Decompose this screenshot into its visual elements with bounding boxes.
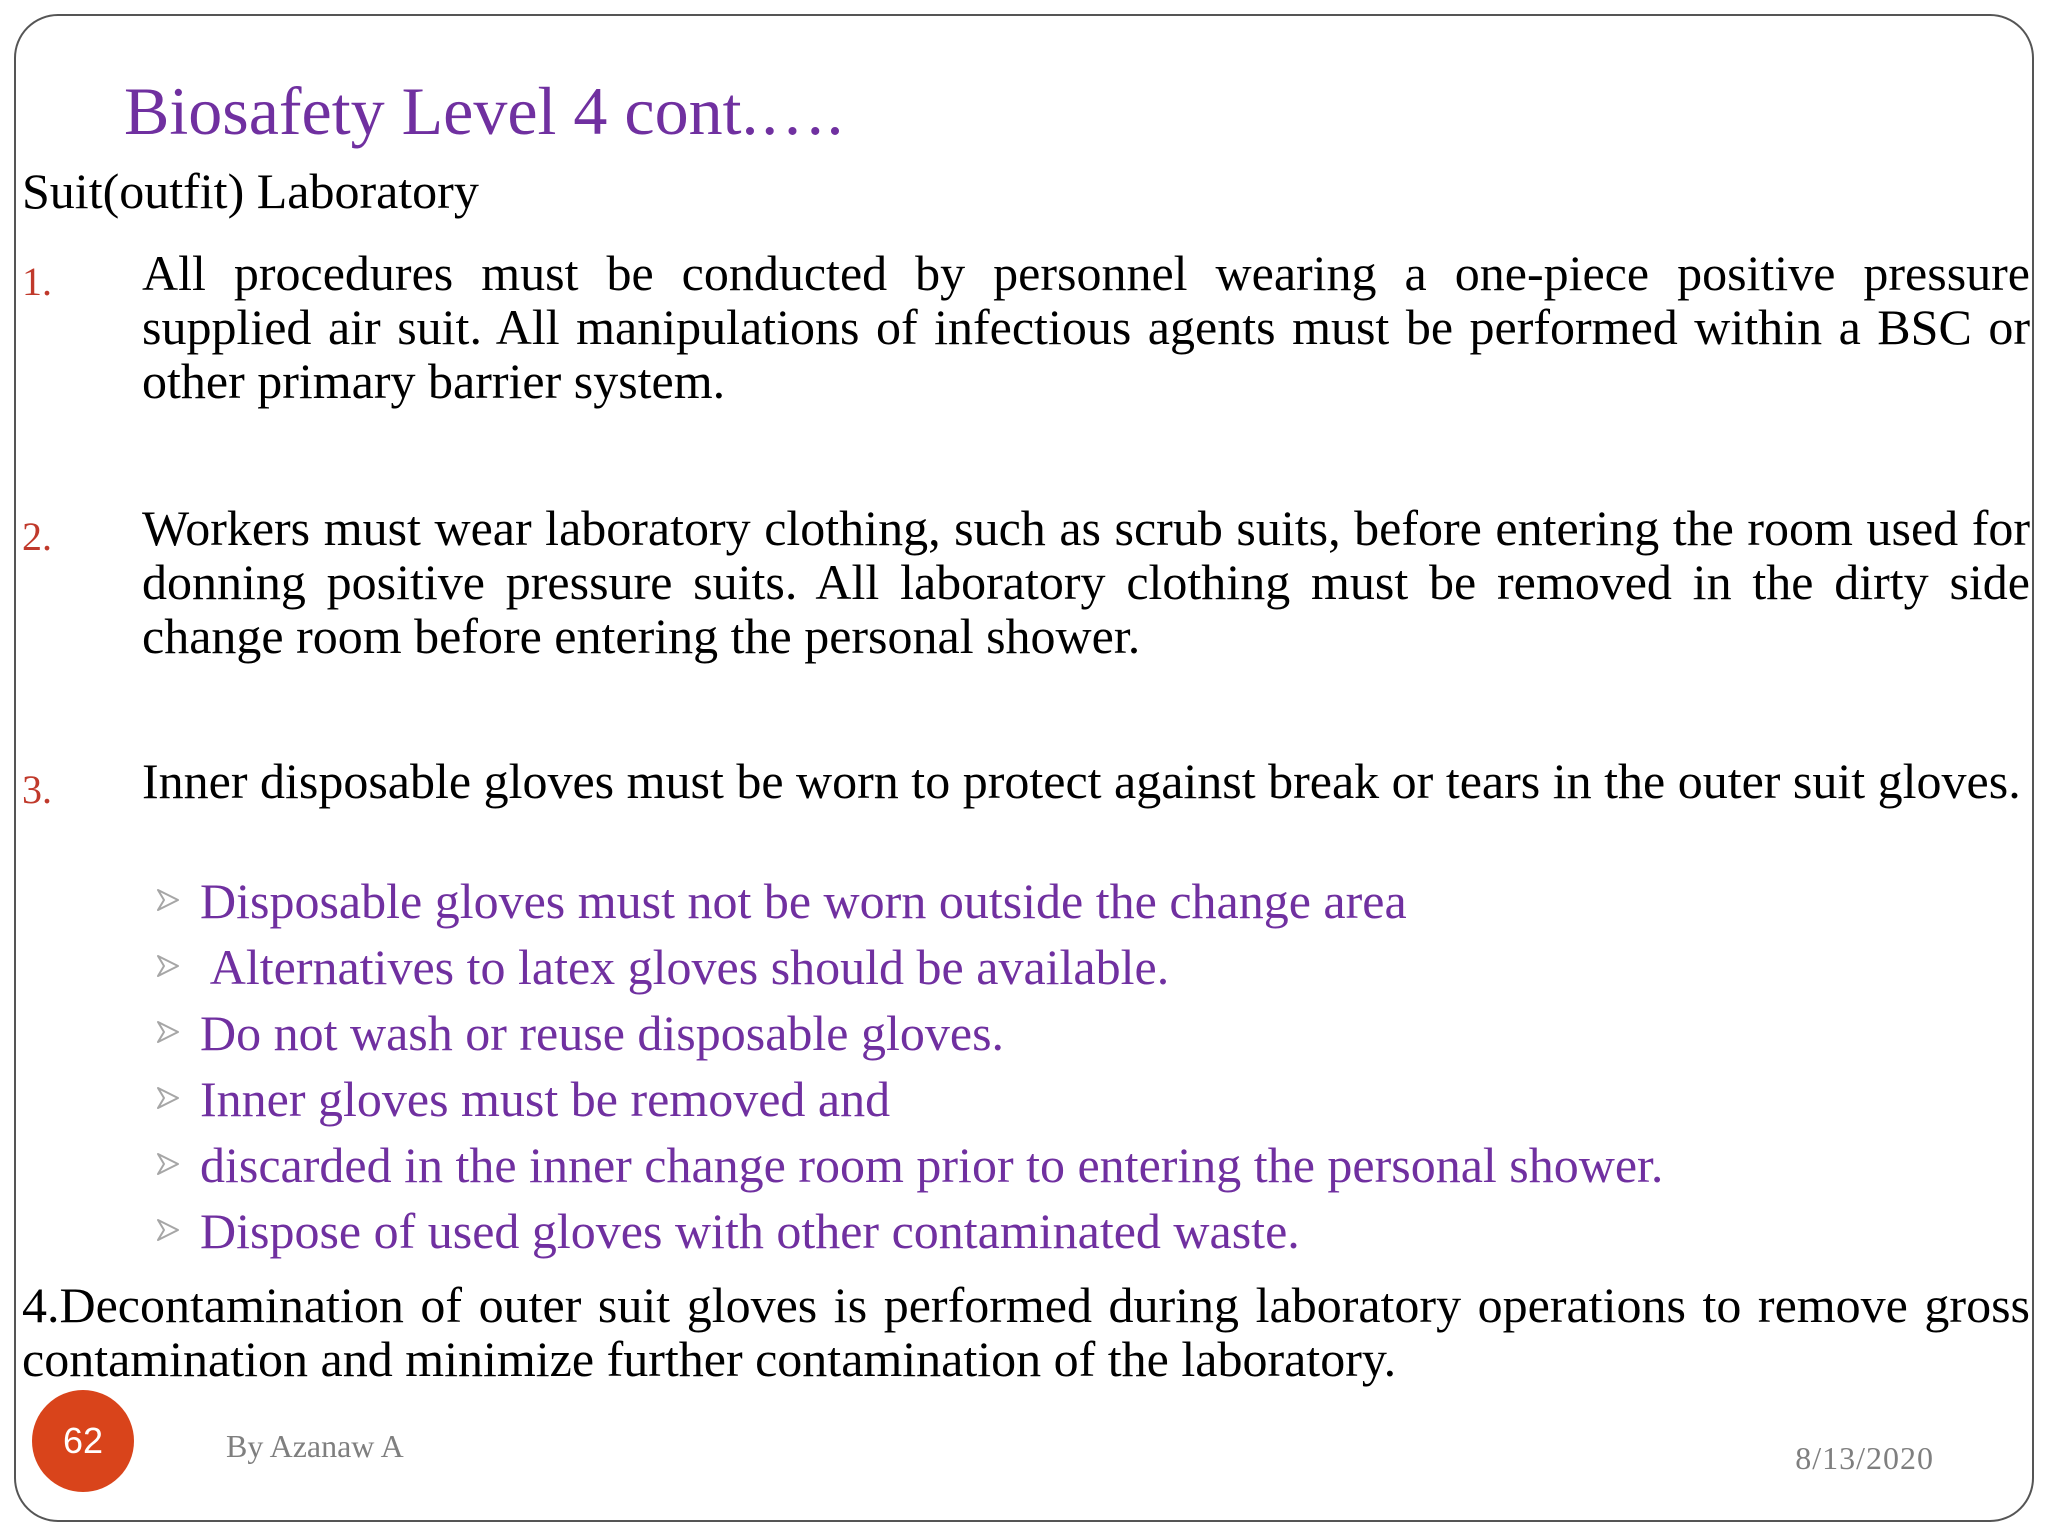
footer-author: By Azanaw A	[226, 1428, 404, 1464]
arrow-bullet-icon	[156, 888, 180, 912]
list-item	[22, 246, 2030, 408]
slide	[14, 14, 2034, 1522]
bullet-item	[156, 1066, 2016, 1132]
bullet-text: Inner gloves must be removed and	[200, 1071, 891, 1127]
item-text: Inner disposable gloves must be worn to protect against break or tears in the outer suit gloves.	[142, 753, 2021, 809]
bullet-item	[156, 934, 2016, 1000]
bullet-item	[156, 1198, 2016, 1264]
bullet-text: Do not wash or reuse disposable gloves.	[200, 1005, 1005, 1061]
bullet-item	[156, 1132, 2016, 1198]
slide-title: Biosafety Level 4 cont.….	[124, 73, 844, 149]
bullet-text: Alternatives to latex gloves should be available.	[200, 939, 1170, 995]
arrow-bullet-icon	[156, 1152, 180, 1176]
footer-date: 8/13/2020	[1795, 1440, 1934, 1476]
item-text: All procedures must be conducted by personnel wearing a one-piece positive pressure supplied air suit. All manipulations of infectious agents must be performed within a BSC or other primary barrier system.	[142, 245, 2030, 409]
item-number: 1.	[22, 259, 52, 304]
item-4-text: 4.Decontamination of outer suit gloves is performed during laboratory operations to remove gross contamination and minimize further contamination of the laboratory.	[22, 1277, 2030, 1387]
bullet-text: discarded in the inner change room prior to entering the personal shower.	[200, 1137, 1664, 1193]
list-item	[22, 501, 2030, 663]
arrow-bullet-icon	[156, 1218, 180, 1242]
arrow-bullet-icon	[156, 1086, 180, 1110]
list-item	[22, 753, 2030, 812]
bullet-text: Dispose of used gloves with other contaminated waste.	[200, 1203, 1300, 1259]
item-number: 2.	[22, 514, 52, 559]
bullet-text: Disposable gloves must not be worn outside the change area	[200, 873, 1407, 929]
item-number: 3.	[22, 767, 52, 812]
bullet-item	[156, 1000, 2016, 1066]
item-text: Workers must wear laboratory clothing, such as scrub suits, before entering the room used for donning positive pressure suits. All laboratory clothing must be removed in the dirty side change room before entering the personal shower.	[142, 500, 2030, 664]
slide-subtitle: Suit(outfit) Laboratory	[22, 163, 479, 219]
arrow-bullet-icon	[156, 954, 180, 978]
glove-bullet-list	[156, 868, 2016, 1264]
arrow-bullet-icon	[156, 1020, 180, 1044]
slide-number-badge: 62	[32, 1390, 134, 1492]
bullet-item	[156, 868, 2016, 934]
